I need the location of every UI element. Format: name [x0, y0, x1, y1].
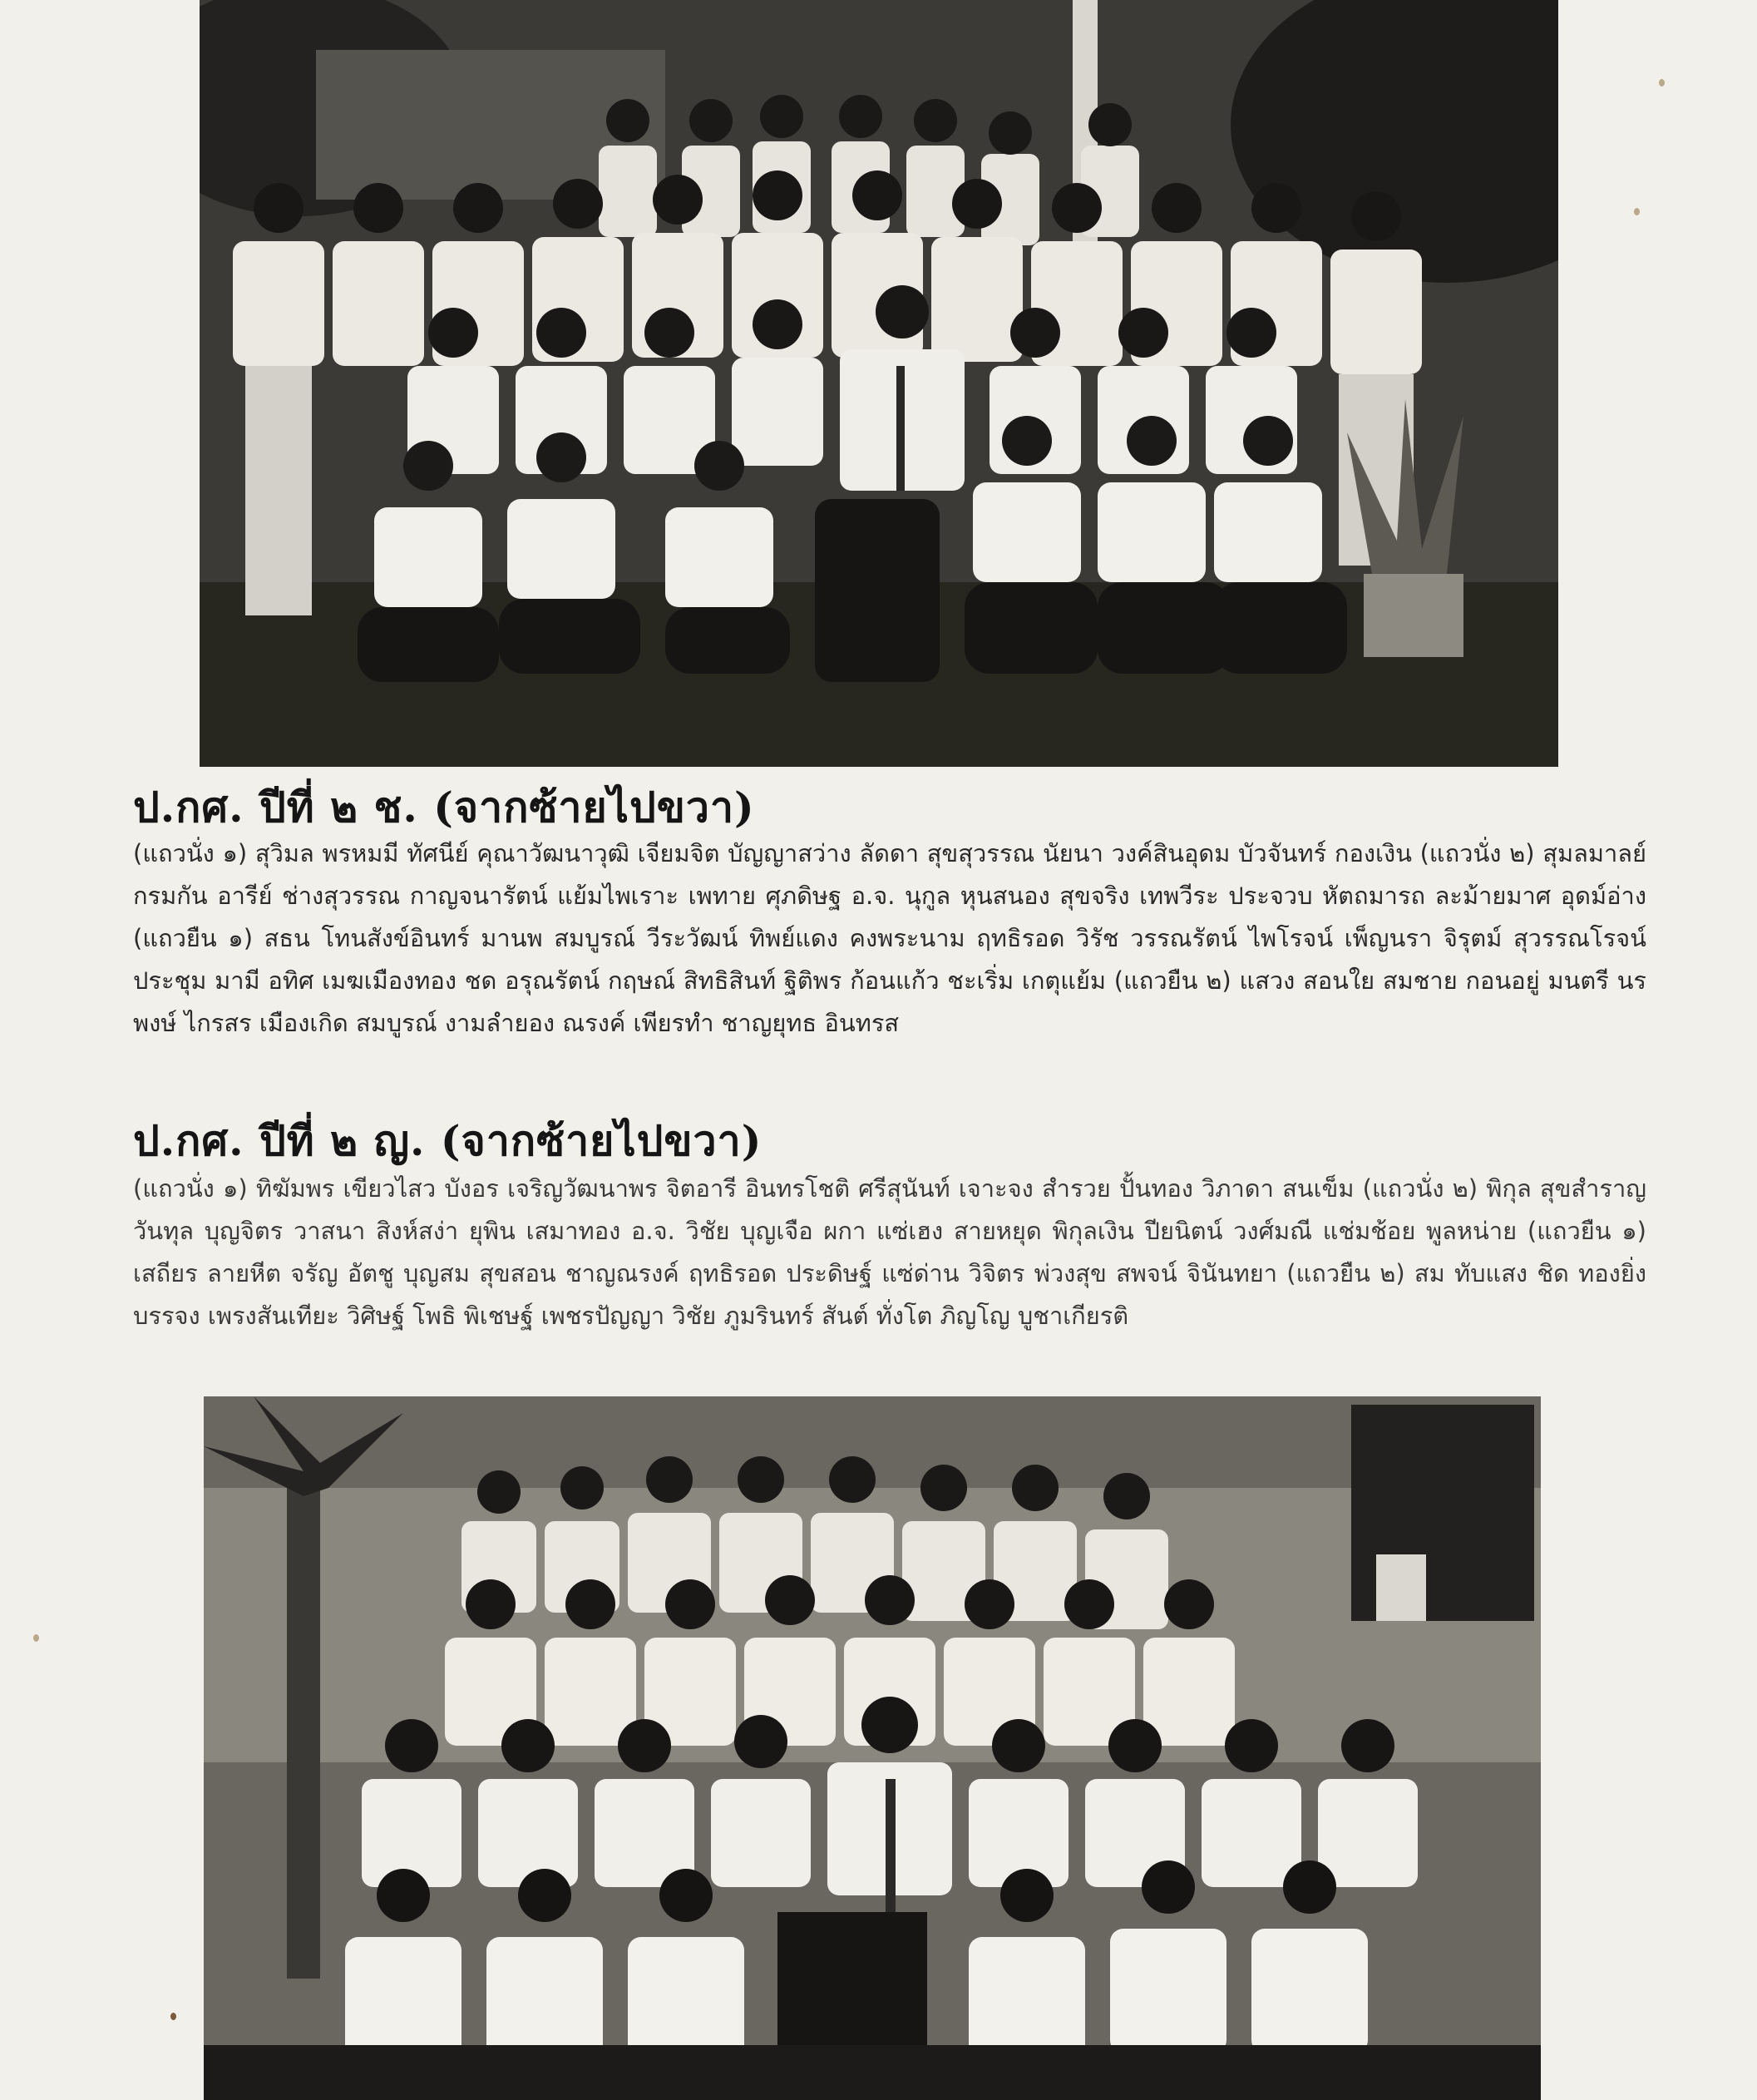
class-photo-top: [200, 0, 1558, 767]
paper-speck: [170, 2013, 176, 2020]
paper-speck: [1659, 79, 1665, 86]
class-photo-top-drawing: [200, 0, 1558, 767]
class-photo-bottom-drawing: [204, 1396, 1541, 2100]
section-1-title: ป.กศ. ปีที่ ๒ ช. (จากซ้ายไปขวา): [133, 783, 755, 832]
paper-speck: [1634, 208, 1640, 215]
paper-speck: [33, 1634, 39, 1642]
section-2-title: ป.กศ. ปีที่ ๒ ญ. (จากซ้ายไปขวา): [133, 1116, 763, 1165]
section-2-caption: (แถวนั่ง ๑) ทิฆัมพร เขียวไสว บังอร เจริญวัฒนาพร จิตอารี อินทรโชติ ศรีสุนันท์ เจาะจง สำรวย ปั้นทอง วิภาดา สนเข็ม (แถวนั่ง ๒) พิกุล สุขสำราญ วันทุล บุญจิตร วาสนา สิงห์สง่า ยุพิน เสมาทอง อ.จ. วิชัย บุญเจือ ผกา แซ่เฮง สายหยุด พิกุลเงิน ปียนิตน์ วงศ์มณี แช่มช้อย พูลหน่าย (แถวยืน ๑) เสถียร ลายหีต จรัญ อัตชู บุญสม สุขสอน ชาญณรงค์ ฤทธิรอด ประดิษฐ์ แซ่ด่าน วิจิตร พ่วงสุข สพจน์ จินันทยา (แถวยืน ๒) สม ทับแสง ชิด ทองยิ่ง บรรจง เพรงสันเทียะ วิศิษฐ์ โพธิ พิเชษฐ์ เพชรปัญญา วิชัย ภูมรินทร์ สันต์ ทั่งโต ภิญโญ บูชาเกียรติ: [133, 1174, 1646, 1330]
class-photo-bottom: [204, 1396, 1541, 2100]
section-1-caption: (แถวนั่ง ๑) สุวิมล พรหมมี ทัศนีย์ คุณาวัฒนาวุฒิ เจียมจิต บัญญาสว่าง ลัดดา สุขสุวรรณ นัยนา วงค์สินอุดม บัวจันทร์ กองเงิน (แถวนั่ง ๒) สุมลมาลย์ กรมกัน อารีย์ ช่างสุวรรณ กาญจนารัตน์ แย้มไพเราะ เพทาย ศุภดิษฐ อ.จ. นุกูล หุนสนอง สุขจริง เทพวีระ ประจวบ หัตถมารถ ละม้ายมาศ อุดม์อ่าง (แถวยืน ๑) สธน โทนสังข์อินทร์ มานพ สมบูรณ์ วีระวัฒน์ ทิพย์แดง คงพระนาม ฤทธิรอด วิรัช วรรณรัตน์ ไพโรจน์ เพ็ญนรา จิรุตม์ สุวรรณโรจน์ ประชุม มามี อทิศ เมฆเมืองทอง ชด อรุณรัตน์ กฤษณ์ สิทธิสินท์ ฐิติพร ก้อนแก้ว ชะเริ่ม เกตุแย้ม (แถวยืน ๒) แสวง สอนใย สมชาย กอนอยู่ มนตรี นรพงษ์ ไกรสร เมืองเกิด สมบูรณ์ งามลำยอง ณรงค์ เพียรทำ ชาญยุทธ อินทรส: [133, 839, 1646, 1037]
